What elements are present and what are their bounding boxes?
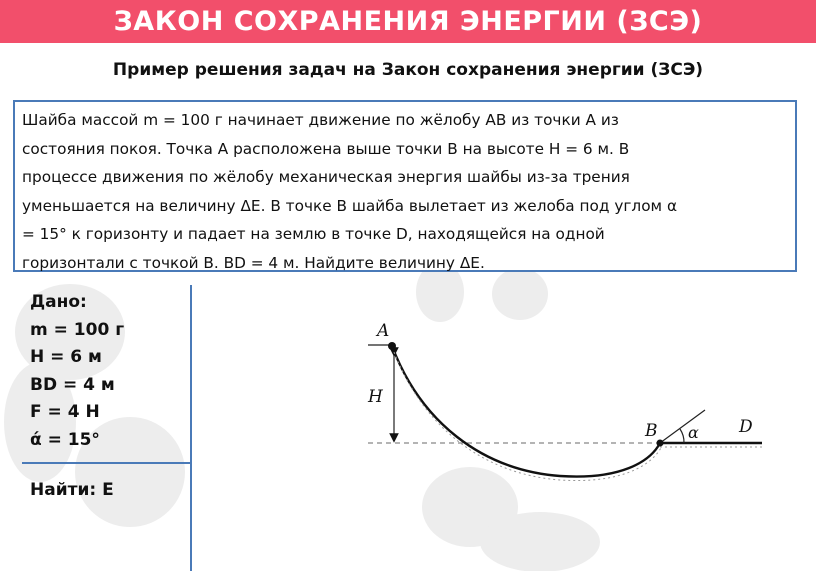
header-banner xyxy=(0,0,816,43)
given-section xyxy=(30,289,124,455)
given-item: m = 100 г xyxy=(30,319,125,340)
find-section: Найти: Е xyxy=(30,480,114,500)
point-b-label: B xyxy=(645,421,658,441)
page-title: ЗАКОН СОХРАНЕНИЯ ЭНЕРГИИ (ЗСЭ) xyxy=(113,6,703,37)
given-heading: Дано: xyxy=(30,292,87,312)
angle-arc xyxy=(680,429,684,443)
column-divider xyxy=(190,285,192,571)
point-d-label: D xyxy=(739,417,753,437)
problem-line: = 15° к горизонту и падает на землю в точке D, находящейся на одной xyxy=(22,225,605,243)
problem-text xyxy=(22,106,788,277)
subtitle: Пример решения задач на Закон сохранения энергии (ЗСЭ) xyxy=(112,60,704,80)
point-b-marker xyxy=(657,440,664,447)
problem-line: уменьшается на величину ΔE. В точке B шайба вылетает из желоба под углом α xyxy=(22,196,678,215)
height-label: H xyxy=(368,387,383,407)
problem-statement-box xyxy=(13,100,797,272)
problem-line: состояния покоя. Точка A расположена выше точки B на высоте H = 6 м. В xyxy=(22,139,630,158)
point-a-label: A xyxy=(377,321,390,341)
problem-line: горизонтали с точкой B. BD = 4 м. Найдите величину ΔE. xyxy=(22,253,485,272)
point-a-marker xyxy=(388,342,396,350)
given-item: ά = 15° xyxy=(30,429,100,450)
given-find-divider xyxy=(22,462,190,464)
chute-curve xyxy=(392,346,660,477)
angle-alpha-label: α xyxy=(688,423,699,442)
given-item: H = 6 м xyxy=(30,347,102,368)
problem-line: Шайба массой m = 100 г начинает движение по жёлобу AB из точки A из xyxy=(22,111,619,129)
given-item: F = 4 Н xyxy=(30,402,100,423)
problem-line: процессе движения по жёлобу механическая энергия шайбы из-за трения xyxy=(22,168,630,186)
trajectory-diagram xyxy=(330,310,770,490)
given-item: BD = 4 м xyxy=(30,374,115,395)
